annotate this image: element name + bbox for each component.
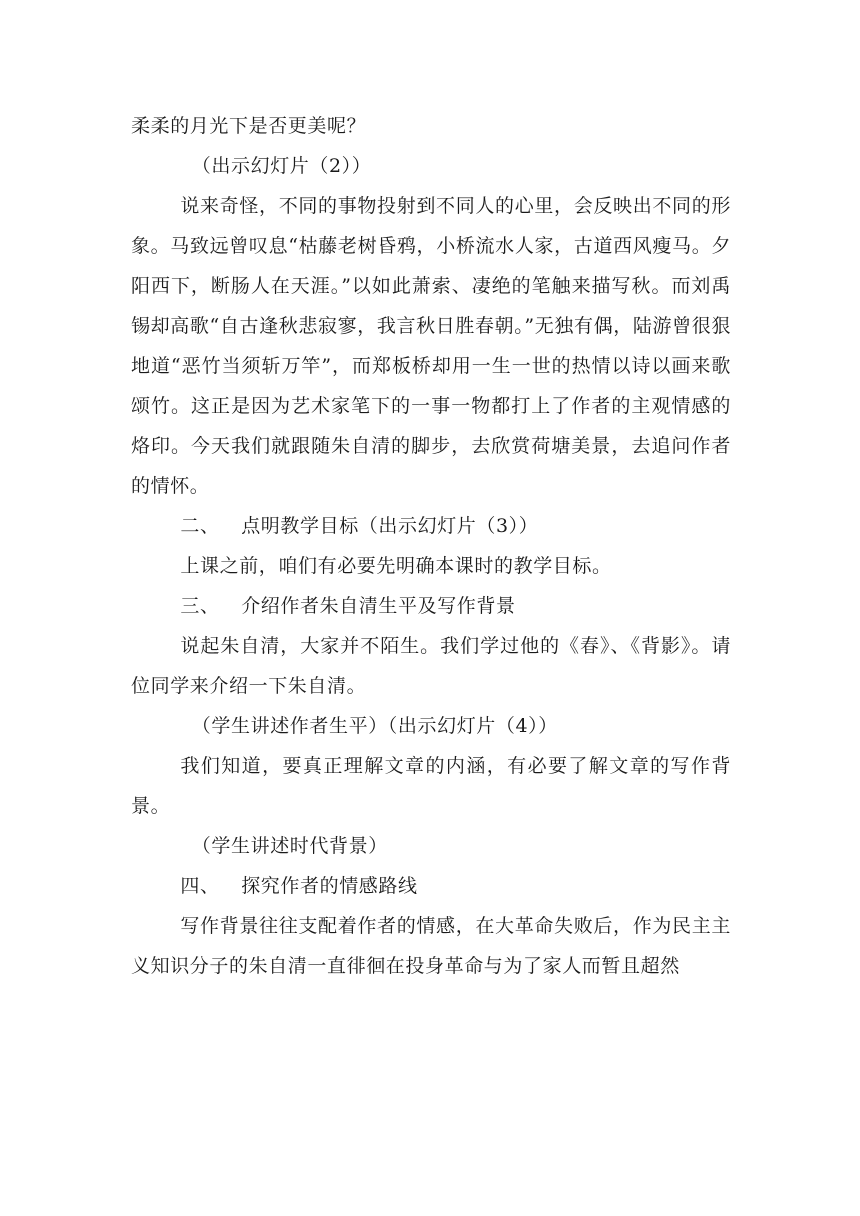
section-title: 点明教学目标（出示幻灯片（3）） [241, 515, 539, 537]
paragraph: 柔柔的月光下是否更美呢？ [131, 115, 367, 137]
slide-note: （学生讲述作者生平）（出示幻灯片（4）） [191, 715, 558, 737]
section-number: 四、 [180, 875, 220, 897]
slide-note: （出示幻灯片（2）） [191, 155, 372, 177]
document-body [131, 106, 731, 986]
paragraph: 上课之前，咱们有必要先明确本课时的教学目标。 [180, 555, 612, 577]
section-heading [131, 866, 731, 906]
paragraph: 说起朱自清，大家并不陌生。我们学过他的《春》、《背影》。请位同学来介绍一下朱自清。 [131, 635, 731, 697]
section-title: 介绍作者朱自清生平及写作背景 [241, 595, 516, 617]
slide-note: （学生讲述时代背景） [191, 835, 388, 857]
section-number: 三、 [180, 595, 220, 617]
section-heading [131, 506, 731, 546]
section-heading [131, 586, 731, 626]
paragraph: 我们知道，要真正理解文章的内涵，有必要了解文章的写作背景。 [131, 755, 731, 817]
section-title: 探究作者的情感路线 [241, 875, 418, 897]
section-number: 二、 [180, 515, 220, 537]
paragraph: 说来奇怪，不同的事物投射到不同人的心里，会反映出不同的形象。马致远曾叹息“枯藤老树昏鸦，小桥流水人家，古道西风瘦马。夕阳西下，断肠人在天涯。”以如此萧索、凄绝的笔触来描写秋。而刘禹锡却高歌“自古逢秋悲寂寥，我言秋日胜春朝。”无独有偶，陆游曾很狠地道“恶竹当须斩万竿”，而郑板桥却用一生一世的热情以诗以画来歌颂竹。这正是因为艺术家笔下的一事一物都打上了作者的主观情感的烙印。今天我们就跟随朱自清的脚步，去欣赏荷塘美景，去追问作者的情怀。 [131, 195, 731, 497]
paragraph: 写作背景往往支配着作者的情感，在大革命失败后，作为民主主义知识分子的朱自清一直徘徊在投身革命与为了家人而暂且超然 [131, 915, 731, 977]
